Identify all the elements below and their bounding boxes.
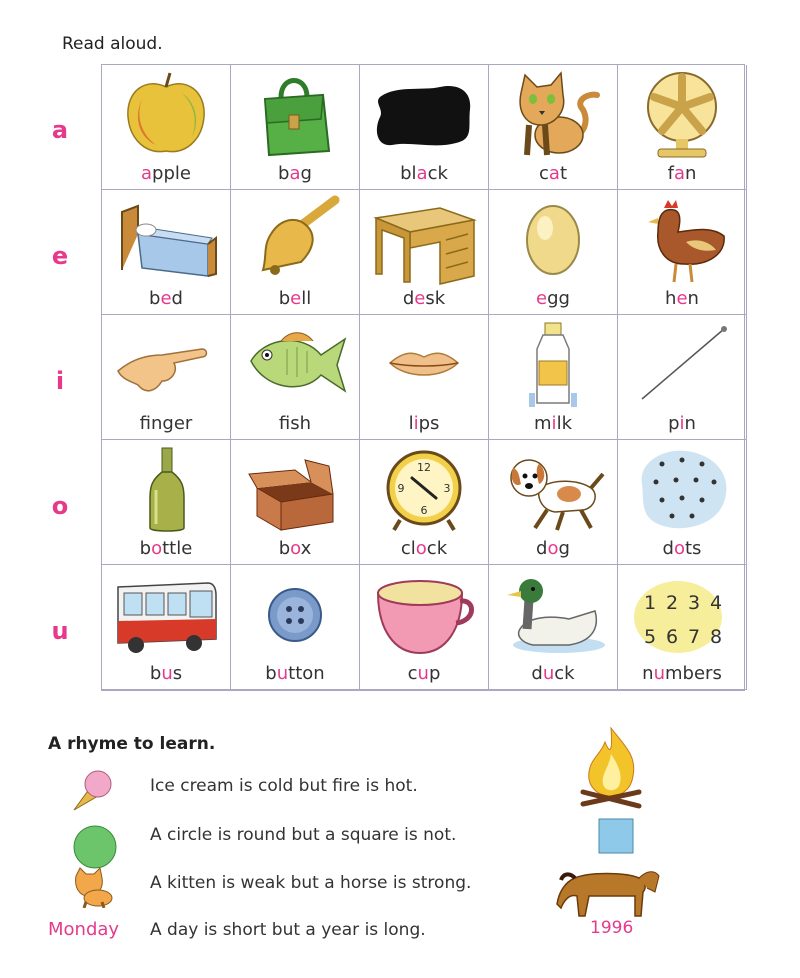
cell-duck	[489, 565, 618, 690]
vowel-i: i	[55, 367, 65, 395]
vowel-o: o	[51, 492, 69, 520]
desk-icon	[370, 194, 478, 286]
word-box: box	[278, 538, 312, 559]
digit-6: 6	[665, 626, 679, 648]
cell-lips	[360, 315, 489, 440]
blue-square-icon	[598, 818, 634, 854]
word-dots: dots	[662, 538, 702, 559]
numbers-icon	[628, 569, 736, 661]
hen-icon	[628, 194, 736, 286]
cell-clock	[360, 440, 489, 565]
egg-icon	[499, 194, 607, 286]
clock-icon	[370, 444, 478, 536]
instruction: Read aloud.	[62, 34, 163, 54]
cell-fish	[231, 315, 360, 440]
word-finger: fnger	[139, 413, 193, 434]
word-picture-grid	[101, 64, 745, 691]
word-pin: pin	[668, 413, 696, 434]
vowel-a: a	[51, 116, 69, 144]
word-bell: bell	[278, 288, 312, 309]
digit-2: 2	[665, 592, 679, 614]
digit-3: 3	[687, 592, 701, 614]
cell-bus	[102, 565, 231, 690]
black-blob-icon	[370, 69, 478, 161]
digit-4: 4	[709, 592, 723, 614]
finger-icon	[112, 319, 220, 411]
word-dog: dog	[536, 538, 570, 559]
cell-box	[231, 440, 360, 565]
digit-5: 5	[643, 626, 657, 648]
clock-digit-3: 3	[443, 482, 451, 495]
vowel-u: u	[51, 617, 69, 645]
bottle-icon	[112, 444, 220, 536]
word-bus: bus	[149, 663, 183, 684]
fan-icon	[628, 69, 736, 161]
cell-numbers	[618, 565, 747, 690]
cell-egg	[489, 190, 618, 315]
word-numbers: numbers	[642, 663, 722, 684]
rhyme-line-4: A day is short but a year is long.	[150, 920, 426, 940]
clock-digit-9: 9	[397, 482, 405, 495]
rhyme-line-1: Ice cream is cold but fire is hot.	[150, 776, 418, 796]
word-cat: cat	[539, 163, 567, 184]
rhyme-title: A rhyme to learn.	[48, 734, 216, 754]
cell-black	[360, 65, 489, 190]
digit-1: 1	[643, 592, 657, 614]
cell-hen	[618, 190, 747, 315]
word-bottle: bottle	[139, 538, 193, 559]
word-fan: fan	[667, 163, 697, 184]
horse-icon	[555, 862, 661, 918]
box-icon	[241, 444, 349, 536]
lips-icon	[370, 319, 478, 411]
cell-bell	[231, 190, 360, 315]
cell-bed	[102, 190, 231, 315]
bell-icon	[241, 194, 349, 286]
kitten-icon	[72, 866, 118, 908]
bus-icon	[112, 569, 220, 661]
vowel-e: e	[51, 242, 69, 270]
rhyme-line-2: A circle is round but a square is not.	[150, 825, 457, 845]
pin-icon	[628, 319, 736, 411]
cell-button	[231, 565, 360, 690]
dots-icon	[628, 444, 736, 536]
cell-dots	[618, 440, 747, 565]
word-cup: cup	[407, 663, 441, 684]
word-button: button	[265, 663, 325, 684]
cell-bottle	[102, 440, 231, 565]
fish-icon	[241, 319, 349, 411]
word-hen: hen	[665, 288, 699, 309]
cell-desk	[360, 190, 489, 315]
cell-apple	[102, 65, 231, 190]
word-bag: bag	[278, 163, 312, 184]
cell-fan	[618, 65, 747, 190]
word-lips: lips	[408, 413, 440, 434]
year-label: 1996	[590, 918, 634, 938]
word-clock: clock	[400, 538, 448, 559]
clock-digit-12: 12	[417, 461, 431, 474]
cell-pin	[618, 315, 747, 440]
green-circle-icon	[72, 824, 118, 870]
word-fish: fsh	[278, 413, 312, 434]
bag-icon	[241, 69, 349, 161]
apple-icon	[112, 69, 220, 161]
rhyme-line-3: A kitten is weak but a horse is strong.	[150, 873, 472, 893]
word-black: black	[400, 163, 448, 184]
word-bed: bed	[149, 288, 183, 309]
cell-milk	[489, 315, 618, 440]
bed-icon	[112, 194, 220, 286]
cell-cat	[489, 65, 618, 190]
word-egg: egg	[536, 288, 570, 309]
dog-icon	[499, 444, 607, 536]
clock-digit-6: 6	[420, 504, 428, 517]
word-duck: duck	[531, 663, 575, 684]
button-icon	[241, 569, 349, 661]
cell-finger	[102, 315, 231, 440]
digit-7: 7	[687, 626, 701, 648]
fire-icon	[575, 724, 647, 810]
cell-dog	[489, 440, 618, 565]
cat-icon	[499, 69, 607, 161]
digit-8: 8	[709, 626, 723, 648]
cell-cup	[360, 565, 489, 690]
word-apple: apple	[141, 163, 191, 184]
duck-icon	[499, 569, 607, 661]
word-desk: desk	[402, 288, 446, 309]
word-milk: milk	[534, 413, 572, 434]
cell-bag	[231, 65, 360, 190]
monday-label: Monday	[48, 919, 120, 940]
cup-icon	[370, 569, 478, 661]
ice-cream-icon	[68, 766, 118, 816]
milk-icon	[499, 319, 607, 411]
